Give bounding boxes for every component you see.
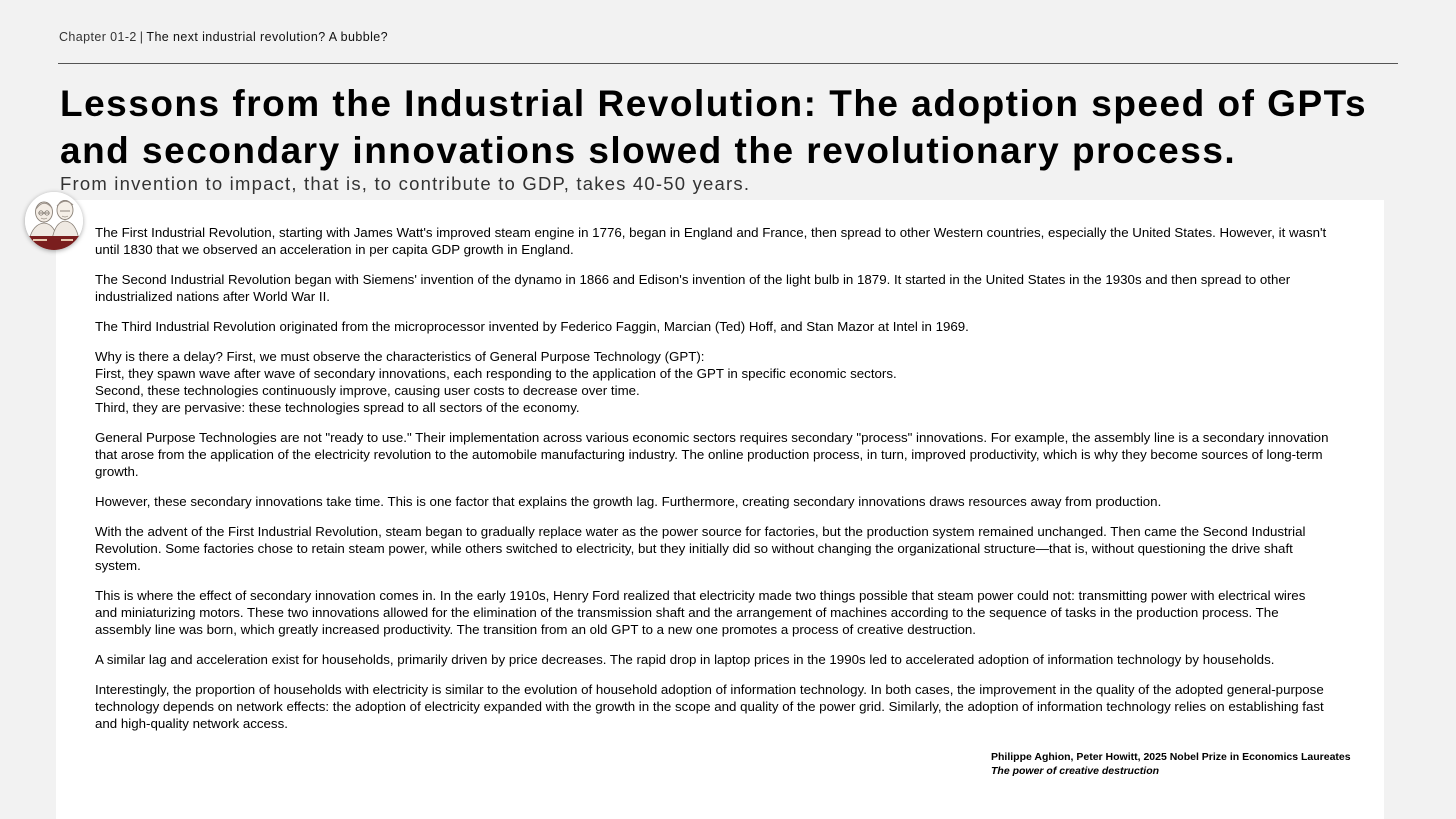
paragraph xyxy=(95,224,1331,258)
paragraph-line: Why is there a delay? First, we must observe the characteristics of General Purpose Technology (GPT): xyxy=(95,349,705,364)
paragraph xyxy=(95,429,1331,480)
header-divider xyxy=(58,63,1398,64)
citation-authors: Philippe Aghion, Peter Howitt, 2025 Nobel Prize in Economics Laureates xyxy=(991,751,1351,763)
article-body xyxy=(95,224,1331,745)
paragraph-line: The Third Industrial Revolution originated from the microprocessor invented by Federico Faggin, Marcian (Ted) Hoff, and Stan Mazor at Intel in 1969. xyxy=(95,319,969,334)
paragraph-line: A similar lag and acceleration exist for households, primarily driven by price decreases. The rapid drop in laptop prices in the 1990s led to accelerated adoption of information technology by households. xyxy=(95,652,1275,667)
paragraph xyxy=(95,493,1331,510)
paragraph-line: This is where the effect of secondary innovation comes in. In the early 1910s, Henry Ford realized that electricity made two things possible that steam power could not: transmitting power with electrical wires and miniaturizing motors. These two innovations allowed for the elimination of the transmission shaft and the arrangement of machines according to the sequence of tasks in the production process. The assembly line was born, which greatly increased productivity. The transition from an old GPT to a new one promotes a process of creative destruction. xyxy=(95,588,1306,637)
paragraph-line: Interestingly, the proportion of households with electricity is similar to the evolution of household adoption of information technology. In both cases, the improvement in the quality of the adopted general-purpose technology depends on network effects: the adoption of electricity expanded with the growth in the scope and quality of the power grid. Similarly, the adoption of information technology relies on establishing fast and high-quality network access. xyxy=(95,682,1324,731)
paragraph xyxy=(95,587,1331,638)
page-subtitle: From invention to impact, that is, to contribute to GDP, takes 40-50 years. xyxy=(60,173,751,194)
page-title: Lessons from the Industrial Revolution: The adoption speed of GPTs and secondary innovations slowed the revolutionary process. xyxy=(60,83,1368,171)
paragraph xyxy=(95,271,1331,305)
chapter-title: The next industrial revolution? A bubble? xyxy=(146,30,388,44)
citation-book-title: The power of creative destruction xyxy=(991,765,1160,777)
paragraph-line: Third, they are pervasive: these technologies spread to all sectors of the economy. xyxy=(95,400,580,415)
laureates-portrait-icon xyxy=(25,192,83,250)
paragraph-line: Second, these technologies continuously improve, causing user costs to decrease over time. xyxy=(95,383,640,398)
paragraph xyxy=(95,651,1331,668)
paragraph xyxy=(95,681,1331,732)
breadcrumb-separator: | xyxy=(139,30,144,44)
paragraph-line: General Purpose Technologies are not "ready to use." Their implementation across various economic sectors requires secondary "process" innovations. For example, the assembly line is a secondary innovation that arose from the application of the electricity revolution to the automobile manufacturing industry. The online production process, in turn, improved productivity, which is why they become sources of long-term growth. xyxy=(95,430,1329,479)
paragraph-line: The First Industrial Revolution, starting with James Watt's improved steam engine in 1776, began in England and France, then spread to other Western countries, especially the United States. However, it wasn't until 1830 that we observed an acceleration in per capita GDP growth in England. xyxy=(95,225,1327,257)
paragraph-line: First, they spawn wave after wave of secondary innovations, each responding to the application of the GPT in specific economic sectors. xyxy=(95,366,897,381)
chapter-number: Chapter 01-2 xyxy=(59,30,137,44)
paragraph-line: However, these secondary innovations take time. This is one factor that explains the growth lag. Furthermore, creating secondary innovations draws resources away from production. xyxy=(95,494,1162,509)
paragraph xyxy=(95,523,1331,574)
citation-block xyxy=(991,750,1351,778)
chapter-breadcrumb xyxy=(59,30,388,44)
paragraph xyxy=(95,348,1331,416)
paragraph xyxy=(95,318,1331,335)
paragraph-line: With the advent of the First Industrial Revolution, steam began to gradually replace water as the power source for factories, but the production system remained unchanged. Then came the Second Industrial Revolution. Some factories chose to retain steam power, while others switched to electricity, but they initially did so without changing the organizational structure—that is, without questioning the drive shaft system. xyxy=(95,524,1306,573)
paragraph-line: The Second Industrial Revolution began with Siemens' invention of the dynamo in 1866 and Edison's invention of the light bulb in 1879. It started in the United States in the 1930s and then spread to other industrialized nations after World War II. xyxy=(95,272,1291,304)
